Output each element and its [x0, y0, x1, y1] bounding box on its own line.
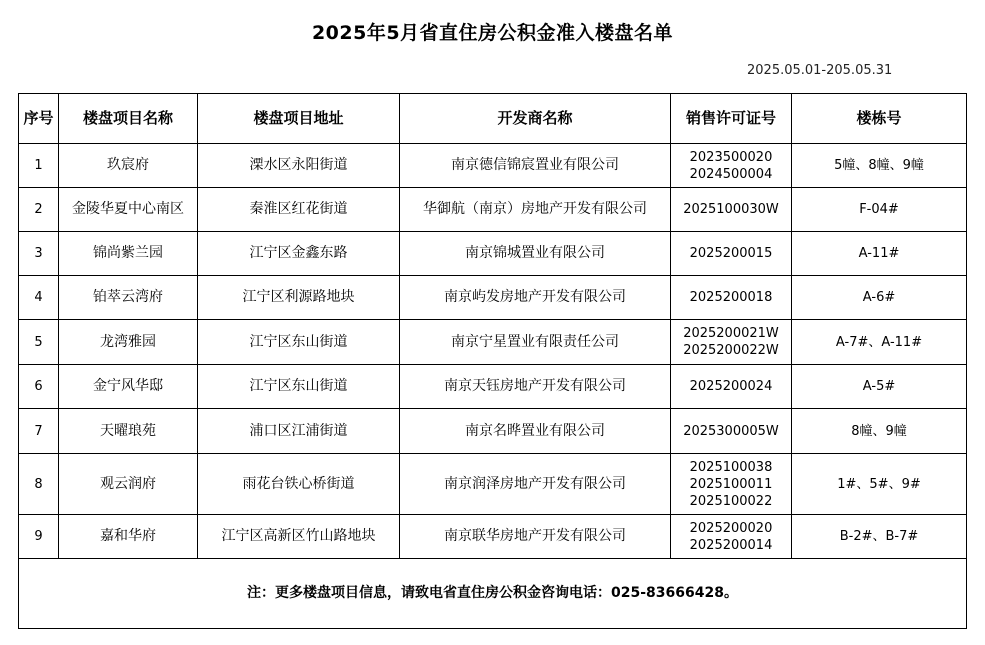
permit-number: 2025300005W [683, 423, 779, 439]
cell-permit [671, 454, 792, 515]
date-range: 2025.05.01-205.05.31 [747, 63, 893, 78]
cell-building: F-04# [792, 188, 967, 232]
table-header-row [19, 94, 967, 144]
cell-building: 8幢、9幢 [792, 409, 967, 454]
header-developer: 开发商名称 [400, 94, 671, 144]
cell-project-name: 金宁风华邸 [59, 365, 198, 409]
cell-developer: 南京天钰房地产开发有限公司 [400, 365, 671, 409]
cell-permit [671, 365, 792, 409]
note-row [19, 559, 967, 629]
cell-seq: 2 [19, 188, 59, 232]
permit-number: 2025200020 [689, 520, 773, 536]
cell-project-address: 江宁区东山街道 [198, 320, 400, 365]
header-seq: 序号 [19, 94, 59, 144]
permit-number: 2023500020 [689, 149, 773, 165]
cell-project-address: 江宁区高新区竹山路地块 [198, 515, 400, 559]
cell-project-address: 雨花台铁心桥街道 [198, 454, 400, 515]
cell-developer: 南京屿发房地产开发有限公司 [400, 276, 671, 320]
cell-permit [671, 515, 792, 559]
permit-number: 2025100022 [689, 493, 773, 509]
table-row [19, 276, 967, 320]
cell-project-name: 锦尚紫兰园 [59, 232, 198, 276]
table-row [19, 232, 967, 276]
cell-seq: 5 [19, 320, 59, 365]
permit-number: 2025200021W [683, 326, 779, 341]
header-project-name: 楼盘项目名称 [59, 94, 198, 144]
cell-permit [671, 232, 792, 276]
cell-developer: 南京德信锦宸置业有限公司 [400, 144, 671, 188]
cell-project-name: 铂萃云湾府 [59, 276, 198, 320]
cell-project-address: 江宁区利源路地块 [198, 276, 400, 320]
cell-developer: 南京名晔置业有限公司 [400, 409, 671, 454]
cell-project-name: 观云润府 [59, 454, 198, 515]
table-row [19, 188, 967, 232]
cell-project-name: 玖宸府 [59, 144, 198, 188]
cell-building: A-11# [792, 232, 967, 276]
header-permit: 销售许可证号 [671, 94, 792, 144]
cell-project-address: 溧水区永阳街道 [198, 144, 400, 188]
cell-developer: 南京润泽房地产开发有限公司 [400, 454, 671, 515]
footer-note: 注：更多楼盘项目信息，请致电省直住房公积金咨询电话：025-83666428。 [19, 559, 967, 629]
cell-project-name: 金陵华夏中心南区 [59, 188, 198, 232]
table-row [19, 409, 967, 454]
table-body [19, 144, 967, 559]
table-row [19, 320, 967, 365]
header-project-address: 楼盘项目地址 [198, 94, 400, 144]
cell-developer: 南京宁星置业有限责任公司 [400, 320, 671, 365]
cell-permit [671, 144, 792, 188]
cell-seq: 6 [19, 365, 59, 409]
cell-project-address: 浦口区江浦街道 [198, 409, 400, 454]
table-row [19, 515, 967, 559]
cell-building: A-7#、A-11# [792, 320, 967, 365]
permit-number: 2025200018 [689, 290, 773, 305]
cell-seq: 7 [19, 409, 59, 454]
permit-number: 2025200024 [689, 379, 773, 394]
cell-developer: 南京锦城置业有限公司 [400, 232, 671, 276]
cell-permit [671, 276, 792, 320]
cell-permit [671, 409, 792, 454]
table-row [19, 454, 967, 515]
permit-number: 2024500004 [689, 166, 773, 182]
cell-project-address: 江宁区东山街道 [198, 365, 400, 409]
cell-seq: 3 [19, 232, 59, 276]
permit-number: 2025200015 [689, 246, 773, 261]
permit-number: 2025200014 [689, 537, 773, 553]
cell-project-name: 龙湾雅园 [59, 320, 198, 365]
cell-seq: 9 [19, 515, 59, 559]
cell-building: 1#、5#、9# [792, 454, 967, 515]
cell-developer: 华御航（南京）房地产开发有限公司 [400, 188, 671, 232]
housing-list-table [18, 93, 967, 629]
cell-seq: 4 [19, 276, 59, 320]
cell-seq: 8 [19, 454, 59, 515]
cell-developer: 南京联华房地产开发有限公司 [400, 515, 671, 559]
cell-building: A-6# [792, 276, 967, 320]
cell-building: B-2#、B-7# [792, 515, 967, 559]
permit-number: 2025100030W [683, 202, 779, 217]
permit-number: 2025100038 [689, 459, 773, 475]
permit-number: 2025200022W [683, 343, 779, 358]
permit-number: 2025100011 [689, 476, 773, 492]
cell-building: A-5# [792, 365, 967, 409]
cell-project-address: 秦淮区红花街道 [198, 188, 400, 232]
page-title: 2025年5月省直住房公积金准入楼盘名单 [311, 22, 674, 44]
table-row [19, 365, 967, 409]
cell-project-name: 天曜琅苑 [59, 409, 198, 454]
cell-permit [671, 320, 792, 365]
cell-seq: 1 [19, 144, 59, 188]
cell-project-address: 江宁区金鑫东路 [198, 232, 400, 276]
table-row [19, 144, 967, 188]
cell-project-name: 嘉和华府 [59, 515, 198, 559]
cell-building: 5幢、8幢、9幢 [792, 144, 967, 188]
cell-permit [671, 188, 792, 232]
header-building: 楼栋号 [792, 94, 967, 144]
